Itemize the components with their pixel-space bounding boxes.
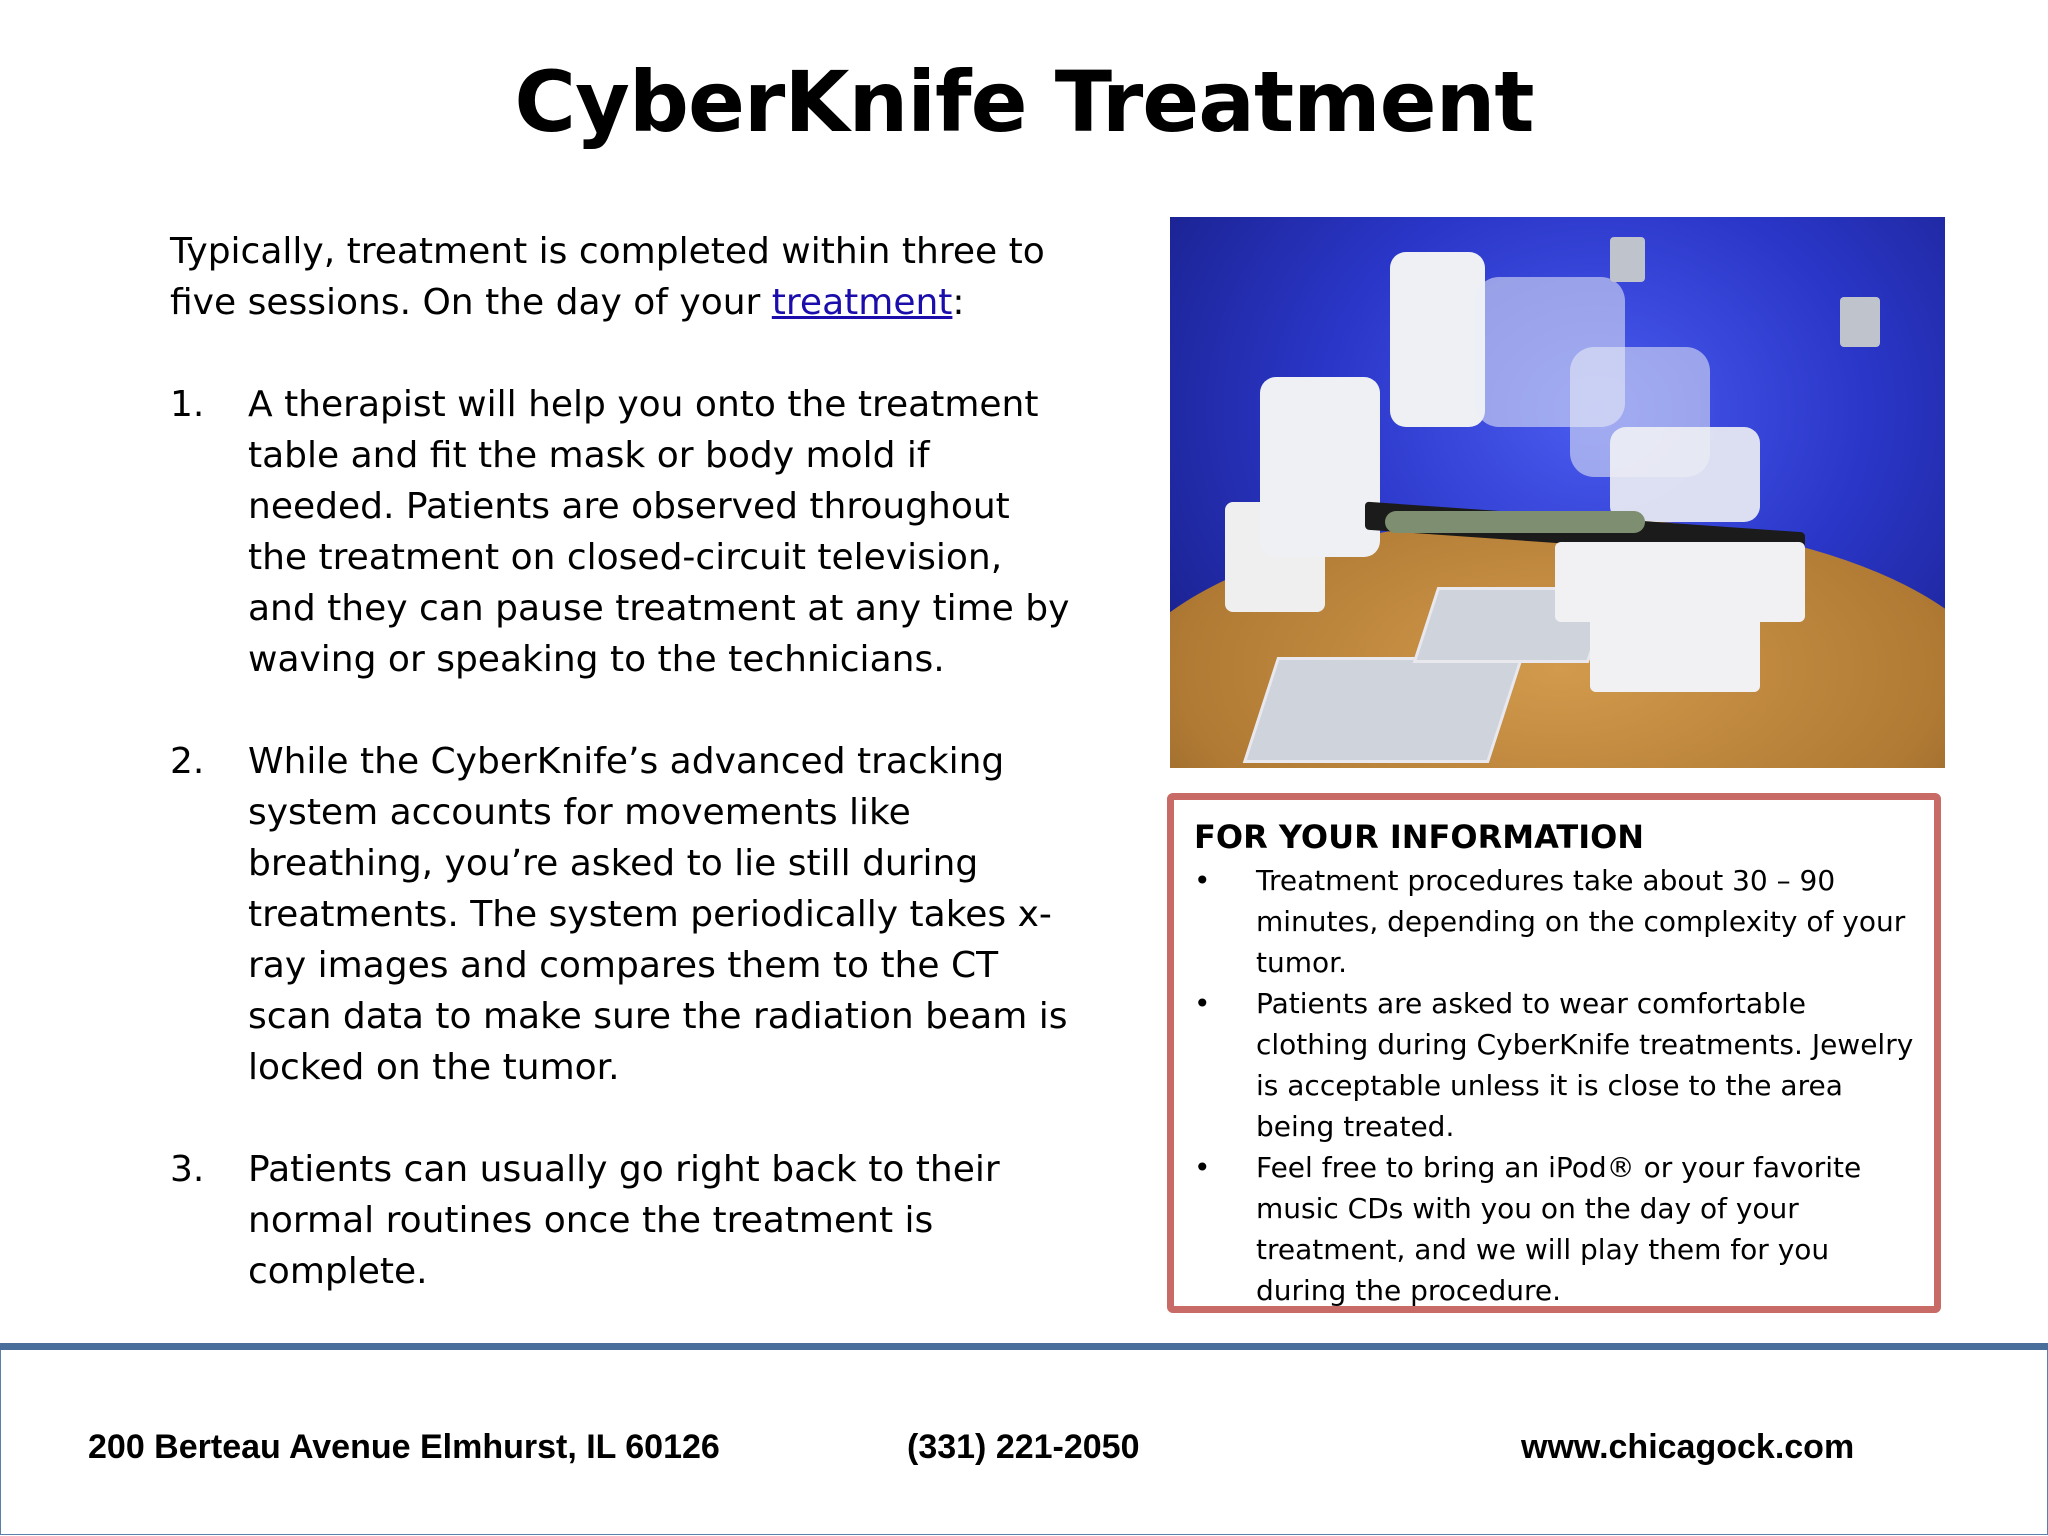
step-text: Patients can usually go right back to their normal routines once the treatment is complete.	[248, 1149, 1000, 1292]
photo-robot-arm	[1610, 427, 1760, 522]
intro-text: Typically, treatment is completed within three to five sessions. On the day of your	[170, 231, 1045, 323]
step-number: 2.	[170, 741, 205, 782]
page-title: CyberKnife Treatment	[514, 53, 1534, 151]
info-box	[1167, 793, 1941, 1313]
bullet-icon: •	[1194, 1151, 1211, 1184]
info-item	[1194, 983, 1916, 1147]
step-item	[170, 736, 1080, 1093]
footer	[0, 1350, 2048, 1535]
info-item	[1194, 860, 1916, 983]
info-item	[1194, 1147, 1916, 1311]
step-text: While the CyberKnife’s advanced tracking system accounts for movements like breathing, you’re asked to lie still during treatments. The system periodically takes x-ray images and compares them to the CT scan data to make sure the radiation beam is locked on the tumor.	[248, 741, 1068, 1088]
photo-robot-head	[1390, 252, 1485, 427]
photo-robot-column	[1260, 377, 1380, 557]
step-item	[170, 379, 1080, 685]
photo-ceiling-camera	[1840, 297, 1880, 347]
step-text: A therapist will help you onto the treatment table and fit the mask or body mold if needed. Patients are observed throughout the treatment on closed-circuit television, and they can pause treatment at any time by waving or speaking to the technicians.	[248, 384, 1070, 680]
intro-colon: :	[952, 282, 965, 323]
treatment-link[interactable]: treatment	[771, 282, 953, 323]
treatment-description	[170, 226, 1080, 1348]
step-number: 3.	[170, 1149, 205, 1190]
treatment-steps	[170, 379, 1080, 1297]
info-item-text: Patients are asked to wear comfortable clothing during CyberKnife treatments. Jewelry is acceptable unless it is close to the area being treated.	[1256, 987, 1914, 1143]
info-item-text: Feel free to bring an iPod® or your favorite music CDs with you on the day of your treatment, and we will play them for you during the procedure.	[1256, 1151, 1862, 1307]
info-list	[1194, 860, 1916, 1311]
photo-ceiling-camera	[1610, 237, 1645, 282]
step-item	[170, 1144, 1080, 1297]
cyberknife-photo	[1170, 217, 1945, 768]
intro-paragraph	[170, 226, 1080, 328]
photo-couch-base	[1555, 542, 1805, 622]
photo-patient	[1385, 511, 1645, 533]
bullet-icon: •	[1194, 864, 1211, 897]
step-number: 1.	[170, 384, 205, 425]
bullet-icon: •	[1194, 987, 1211, 1020]
footer-address: 200 Berteau Avenue Elmhurst, IL 60126	[88, 1428, 720, 1466]
info-heading: FOR YOUR INFORMATION	[1194, 818, 1645, 856]
photo-floor-mat	[1243, 657, 1523, 763]
footer-website[interactable]: www.chicagock.com	[1521, 1428, 1855, 1466]
photo-couch-pedestal	[1590, 617, 1760, 692]
footer-divider	[0, 1343, 2048, 1350]
info-item-text: Treatment procedures take about 30 – 90 minutes, depending on the complexity of your tumor.	[1256, 864, 1906, 979]
footer-phone[interactable]: (331) 221-2050	[907, 1428, 1140, 1466]
